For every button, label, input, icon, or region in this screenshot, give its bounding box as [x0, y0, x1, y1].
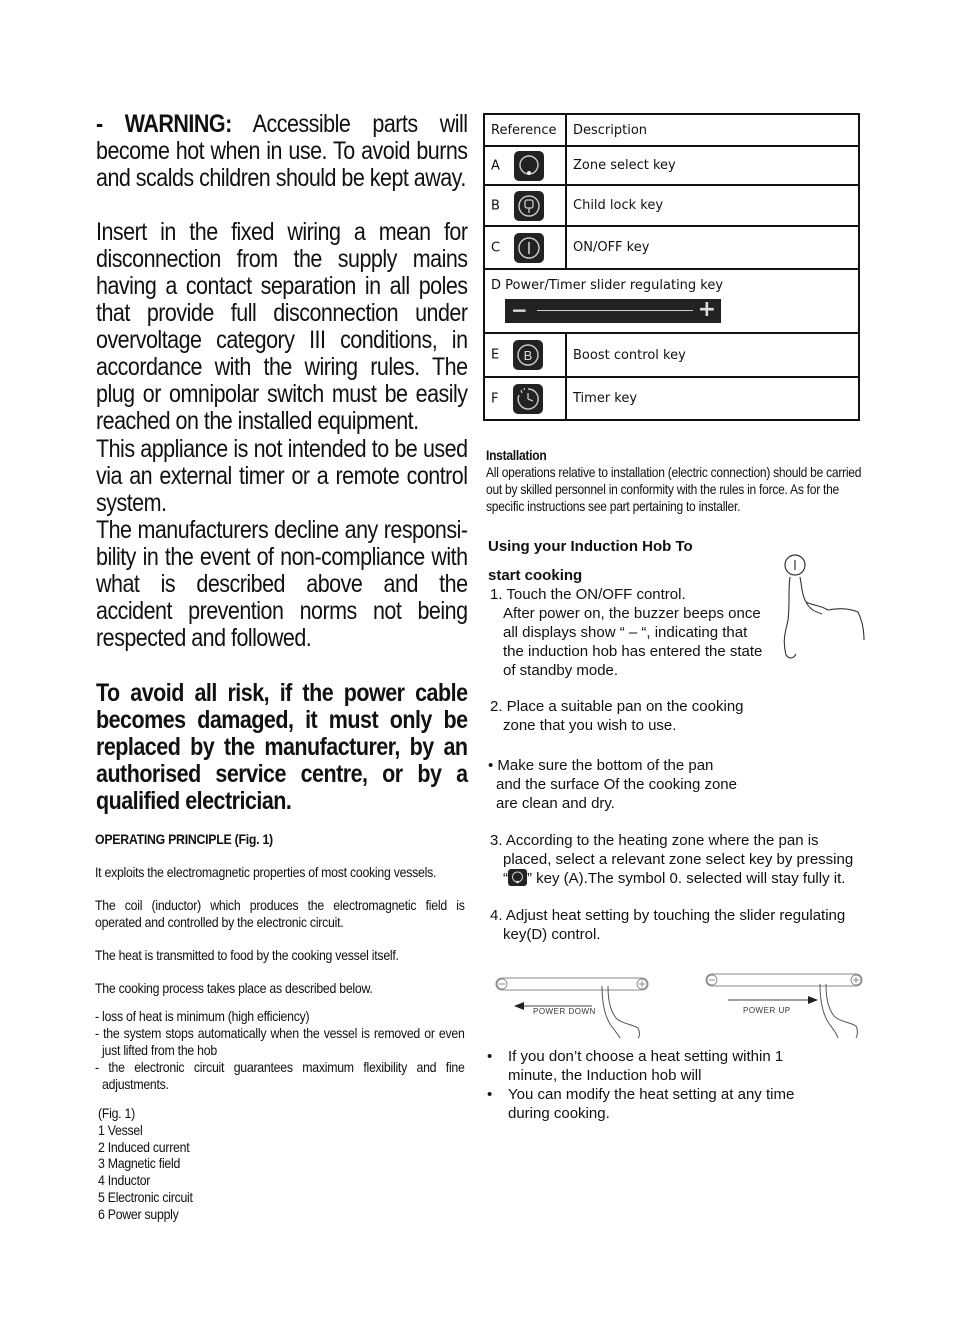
note-line: • Make sure the bottom of the pan — [488, 757, 714, 774]
bullet-line: during cooking. — [508, 1105, 610, 1122]
child-lock-icon — [514, 191, 544, 221]
header-description: Description — [566, 114, 859, 146]
desc-cell: Boost control key — [566, 333, 859, 377]
zone-select-icon — [514, 151, 544, 181]
efficiency-item: - loss of heat is minimum (high efficiency) — [95, 1008, 310, 1024]
operating-principle-heading: OPERATING PRINCIPLE (Fig. 1) — [95, 831, 273, 847]
power-icon — [514, 233, 544, 263]
bullet-line: If you don’t choose a heat setting within 1 — [508, 1048, 784, 1065]
power-down-illustration — [492, 970, 652, 1040]
power-down-label: POWER DOWN — [533, 1007, 596, 1016]
desc-cell: Child lock key — [566, 185, 859, 226]
warning-label: - WARNING: — [96, 110, 232, 138]
step-1-title: 1. Touch the ON/OFF control. — [490, 586, 686, 603]
step-line: 4. Adjust heat setting by touching the slider regulating — [490, 907, 846, 924]
ref-cell — [484, 226, 566, 269]
desc-cell: ON/OFF key — [566, 226, 859, 269]
table-row — [484, 146, 859, 185]
slider-track — [537, 310, 693, 311]
slider-row-label: D Power/Timer slider regulating key — [491, 278, 724, 293]
table-row — [484, 226, 859, 269]
slider-minus-icon: − — [511, 298, 528, 322]
ref-letter: F — [491, 391, 499, 406]
figure-item: 2 Induced current — [98, 1138, 190, 1155]
figure-item: 3 Magnetic field — [98, 1155, 181, 1172]
desc-cell: Zone select key — [566, 146, 859, 185]
table-row — [484, 185, 859, 226]
step-3-end: ” key (A).The symbol 0. selected will stay fully it. — [527, 870, 846, 887]
step-line: placed, select a relevant zone select key by pressing — [503, 851, 854, 868]
ref-letter: B — [491, 198, 500, 213]
slider-plus-icon: + — [697, 297, 716, 322]
step-line: of standby mode. — [503, 662, 619, 679]
note-line: and the surface Of the cooking zone — [496, 776, 737, 793]
bullet-item — [487, 1085, 794, 1123]
reference-table — [483, 113, 860, 421]
power-up-illustration — [702, 968, 866, 1040]
finger-touch-icon — [776, 550, 868, 665]
figure-item: 5 Electronic circuit — [98, 1188, 193, 1205]
timer-icon — [513, 384, 543, 414]
risk-paragraph: To avoid all risk, if the power cable becomes damaged, it must only be replaced by the manufacturer, by an authorised service centre, or by a qualified electrician. — [96, 679, 468, 815]
zone-select-icon — [508, 869, 527, 886]
step-4 — [490, 906, 845, 944]
ref-cell — [484, 185, 566, 226]
installation-heading: Installation — [486, 447, 547, 463]
step-line: 2. Place a suitable pan on the cooking — [490, 698, 744, 715]
figure-legend — [98, 1105, 468, 1223]
figure-item: 1 Vessel — [98, 1121, 143, 1138]
bullet-dot: • — [487, 1048, 493, 1065]
warning-paragraph — [96, 111, 468, 192]
quote-open: “ — [503, 870, 508, 887]
slider-row — [484, 269, 859, 333]
step-2 — [490, 697, 744, 735]
note-line: are clean and dry. — [496, 795, 615, 812]
efficiency-item: - the system stops automatically when the vessel is removed or even just lifted from the hob — [95, 1025, 465, 1058]
step-line — [490, 869, 853, 888]
figure-item: 4 Inductor — [98, 1172, 151, 1189]
step-line: After power on, the buzzer beeps once — [503, 605, 761, 622]
op-paragraph-4: The cooking process takes place as described below. — [95, 980, 373, 996]
clean-note — [488, 756, 737, 813]
efficiency-item: - the electronic circuit guarantees maximum flexibility and fine adjustments. — [95, 1059, 465, 1092]
table-row — [484, 377, 859, 420]
insert-paragraph: Insert in the fixed wiring a mean for disconnection from the supply mains having a contact separation in all poles that provide full disconnection under overvoltage category III conditions, in accordance with the wiring rules. The plug or omnipolar switch must be easily reached on the installed equipment. — [96, 218, 468, 435]
using-heading-2: start cooking — [488, 567, 583, 584]
step-1 — [490, 585, 762, 680]
timer-paragraph: This appliance is not intended to be used via an external timer or a remote control system. — [96, 435, 468, 517]
figure-title: (Fig. 1) — [98, 1105, 135, 1121]
using-heading-1: Using your Induction Hob To — [488, 538, 693, 555]
op-paragraph-1: It exploits the electromagnetic properties of most cooking vessels. — [95, 864, 437, 880]
power-up-label: POWER UP — [743, 1006, 791, 1015]
manufacturers-paragraph: The manufacturers decline any responsi-bility in the event of non-compliance with what is described above and the accident prevention norms not being respected and followed. — [96, 516, 468, 652]
step-line: 3. According to the heating zone where the pan is — [490, 832, 819, 849]
slider-cell — [484, 269, 859, 333]
efficiency-list — [95, 1008, 465, 1093]
step-1-body — [490, 604, 762, 680]
ref-letter: E — [491, 347, 500, 363]
ref-letter: A — [491, 158, 500, 173]
figure-item: 6 Power supply — [98, 1205, 179, 1222]
installation-text: All operations relative to installation (electric connection) should be carried out by skilled personnel in conformity with the rules in force. As for the specific instructions see part pertaining to installer. — [486, 464, 862, 514]
desc-cell: Timer key — [566, 377, 859, 420]
step-line: all displays show “ – “, indicating that — [503, 624, 748, 641]
step-line: zone that you wish to use. — [503, 717, 677, 734]
svg-text:B: B — [524, 348, 533, 363]
ref-letter: C — [491, 240, 501, 255]
header-reference: Reference — [484, 114, 566, 146]
bullet-line: You can modify the heat setting at any time — [508, 1086, 795, 1103]
bullet-line: minute, the Induction hob will — [508, 1067, 702, 1084]
ref-cell — [484, 377, 566, 420]
table-header-row — [484, 114, 859, 146]
op-paragraph-2: The coil (inductor) which produces the electromagnetic field is operated and controlled by the electronic circuit. — [95, 897, 465, 930]
warning-text: Accessible parts will become hot when in use. To avoid burns and scalds children should be kept away. — [96, 110, 468, 192]
boost-icon — [513, 340, 543, 370]
step-line: key(D) control. — [503, 926, 601, 943]
step-line: the induction hob has entered the state — [503, 643, 763, 660]
table-row — [484, 333, 859, 377]
final-bullets — [487, 1047, 794, 1123]
ref-cell — [484, 333, 566, 377]
ref-cell — [484, 146, 566, 185]
op-paragraph-3: The heat is transmitted to food by the cooking vessel itself. — [95, 947, 399, 963]
slider-key-image — [505, 299, 721, 323]
bullet-item — [487, 1047, 794, 1085]
bullet-dot: • — [487, 1086, 493, 1103]
step-3 — [490, 831, 853, 888]
